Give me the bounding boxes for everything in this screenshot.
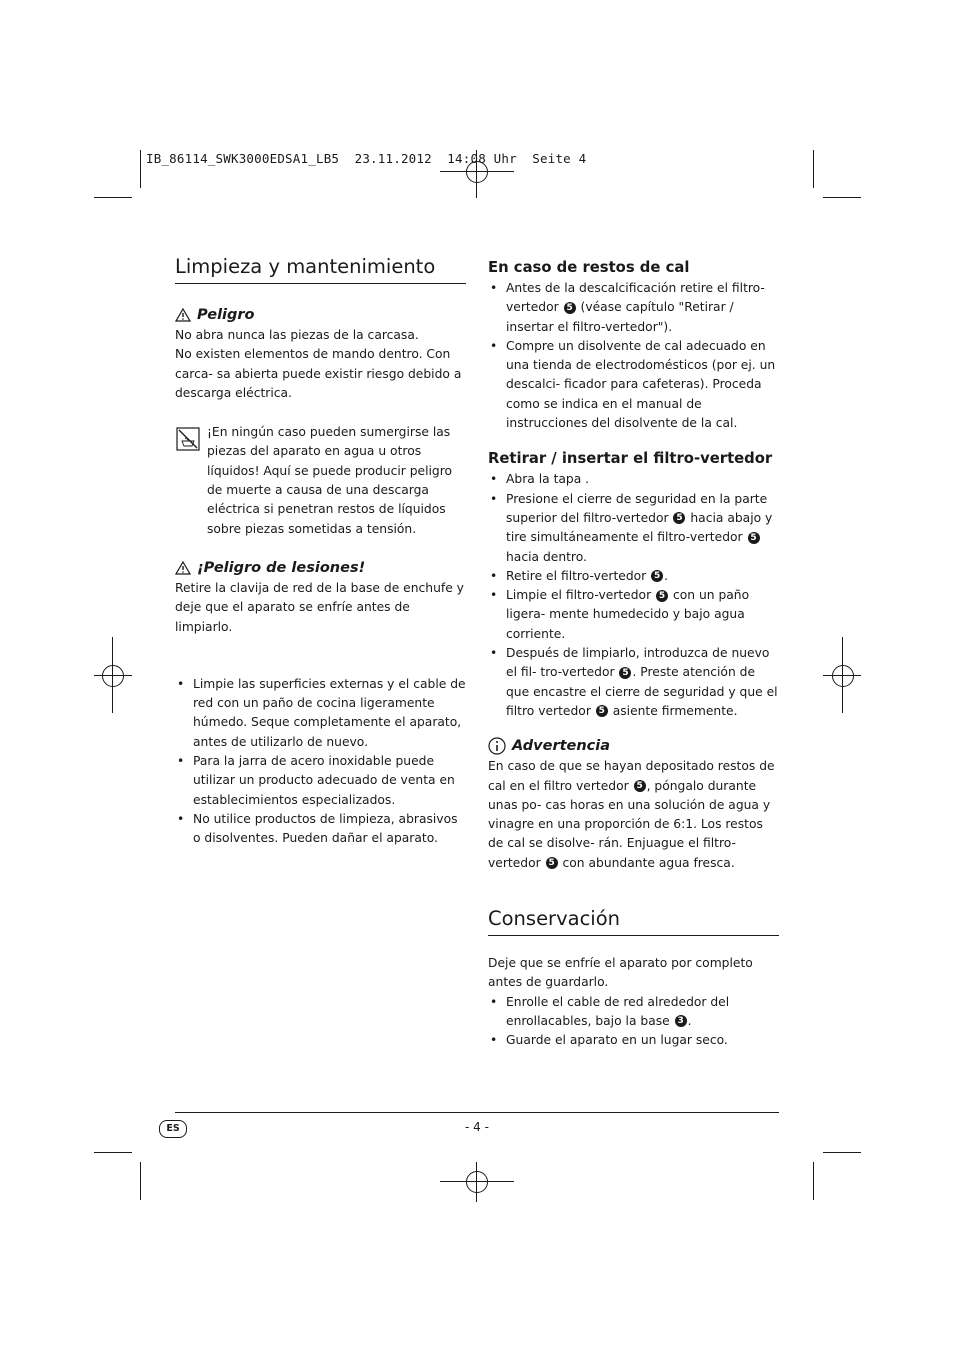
warning-triangle-icon (175, 308, 191, 322)
advice-text: En caso de que se hayan depositado restos de cal en el filtro vertedor 5 , póngalo durante unas po- cas horas en una solución de agua y vinagre en una proporción de 6:1. Los restos de cal se disolve- rán. Enjuague el filtro-vertedor 5 con abundante agua fresca. (488, 759, 775, 870)
storage-list (488, 993, 779, 1051)
list-item: • No utilice productos de limpieza, abrasivos o disolventes. Pueden dañar el aparato. (175, 810, 466, 849)
storage-intro: Deje que se enfríe el aparato por completo antes de guardarlo. (488, 956, 753, 990)
ref-number-filter: 5 (546, 857, 558, 869)
injury-heading (175, 557, 466, 579)
list-item: • Limpie las superficies externas y el cable de red con un paño de cocina ligeramente húmedo. Seque completamente el aparato, antes de utilizarlo de nuevo. (175, 675, 466, 752)
section-title-cleaning: Limpieza y mantenimiento (175, 255, 466, 284)
info-icon (488, 737, 506, 755)
no-water-text: ¡En ningún caso pueden sumergirse las piezas del aparato en agua u otros líquidos! Aquí se puede producir peligro de muerte a causa de una descarga eléctrica si penetran restos de líquidos sobre piezas sometidas a tensión. (207, 425, 453, 536)
ref-number-filter: 5 (564, 302, 576, 314)
list-item: • Presione el cierre de seguridad en la parte superior del filtro-vertedor 5 hacia abajo y tire simultáneamente el filtro-vertedor 5 hacia dentro. (488, 490, 779, 567)
filter-heading: Retirar / insertar el filtro-vertedor (488, 450, 773, 468)
language-badge: ES (159, 1120, 187, 1138)
list-item: • Antes de la descalcificación retire el filtro-vertedor 5 (véase capítulo "Retirar / insertar el filtro-vertedor"). (488, 279, 779, 337)
crop-mark (813, 1162, 814, 1200)
section-title-storage: Conservación (488, 907, 779, 936)
crop-mark (813, 150, 814, 188)
lime-list (488, 279, 779, 433)
crop-mark (94, 1152, 132, 1153)
crop-mark (823, 197, 861, 198)
list-item: • Para la jarra de acero inoxidable puede utilizar un producto adecuado de venta en establecimientos especializados. (175, 752, 466, 810)
list-item: • Compre un disolvente de cal adecuado en una tienda de electrodomésticos (por ej. un descalci- ficador para cafeteras). Proceda como se indica en el manual de instrucciones del disolvente de la cal. (488, 337, 779, 433)
right-column (488, 257, 779, 1051)
list-item: • Después de limpiarlo, introduzca de nuevo el fil- tro-vertedor 5 . Preste atención de que encastre el cierre de seguridad y que el filtro vertedor 5 asiente firmemente. (488, 644, 779, 721)
danger-text-2: No existen elementos de mando dentro. Con carca- sa abierta puede existir riesgo debido a descarga eléctrica. (175, 347, 462, 400)
warning-triangle-icon (175, 561, 191, 575)
ref-number-filter: 5 (634, 780, 646, 792)
registration-circle (102, 665, 124, 687)
list-item: • Limpie el filtro-vertedor 5 con un paño ligera- mente humedecido y bajo agua corriente. (488, 586, 779, 644)
filter-list (488, 470, 779, 721)
ref-number-filter: 5 (673, 512, 685, 524)
crop-mark (140, 1162, 141, 1200)
ref-number-filter: 5 (596, 705, 608, 717)
cleaning-list (175, 675, 466, 849)
ref-number-base: 3 (675, 1015, 687, 1027)
lime-heading: En caso de restos de cal (488, 259, 690, 276)
ref-number-filter: 5 (656, 590, 668, 602)
danger-heading (175, 304, 466, 326)
registration-circle (466, 1171, 488, 1193)
crop-mark (823, 1152, 861, 1153)
list-item: • Enrolle el cable de red alrededor del enrollacables, bajo la base 3 . (488, 993, 779, 1032)
list-item: • Guarde el aparato en un lugar seco. (488, 1031, 779, 1050)
print-slug: IB_86114_SWK3000EDSA1_LB5 23.11.2012 14:08 Uhr Seite 4 (146, 151, 587, 166)
no-water-warning (175, 423, 466, 539)
registration-circle (832, 665, 854, 687)
page-number: - 4 - (465, 1120, 489, 1134)
danger-text-1: No abra nunca las piezas de la carcasa. (175, 328, 419, 342)
no-water-immersion-icon (175, 427, 201, 451)
footer-rule (175, 1112, 779, 1113)
ref-number-filter: 5 (748, 532, 760, 544)
list-item: • Abra la tapa . (488, 470, 779, 489)
advice-heading (488, 735, 779, 757)
ref-number-filter: 5 (619, 667, 631, 679)
list-item: • Retire el filtro-vertedor 5 . (488, 567, 779, 586)
injury-text: Retire la clavija de red de la base de enchufe y deje que el aparato se enfríe antes de limpiarlo. (175, 580, 464, 634)
crop-mark (94, 197, 132, 198)
advice-title: Advertencia (512, 738, 611, 755)
danger-title: Peligro (197, 307, 255, 323)
left-column (175, 255, 466, 849)
ref-number-filter: 5 (651, 570, 663, 582)
crop-mark (140, 150, 141, 188)
injury-title: ¡Peligro de lesiones! (197, 559, 366, 576)
